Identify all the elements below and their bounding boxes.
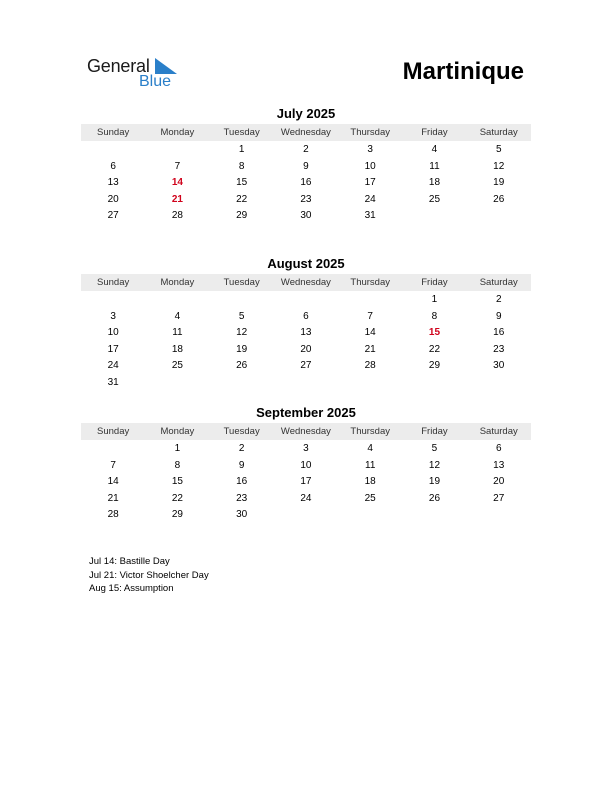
day-cell: 31 xyxy=(364,210,376,221)
day-cell: 7 xyxy=(367,310,373,322)
week-row xyxy=(81,507,531,524)
day-cell: 14 xyxy=(364,327,376,338)
holiday-day-cell: 15 xyxy=(428,327,441,338)
day-cell: 24 xyxy=(107,360,119,371)
day-cell: 7 xyxy=(174,160,181,172)
day-cell: 5 xyxy=(238,310,245,322)
day-cell: 2 xyxy=(495,294,502,305)
day-cell: 29 xyxy=(428,360,441,371)
day-cell: 22 xyxy=(428,343,441,355)
day-cell xyxy=(81,292,145,309)
weekday-label: Sunday xyxy=(97,277,130,288)
day-cell: 20 xyxy=(300,343,312,355)
day-cell: 15 xyxy=(171,476,183,487)
weekday-header xyxy=(81,423,531,440)
day-cell: 13 xyxy=(493,459,505,471)
weekday-label: Wednesday xyxy=(280,426,331,437)
logo-triangle-icon xyxy=(155,58,177,74)
day-cell xyxy=(274,375,338,392)
day-cell: 31 xyxy=(107,376,119,388)
day-cell: 5 xyxy=(495,144,502,155)
day-cell xyxy=(467,375,531,392)
day-cell xyxy=(402,208,466,225)
day-cell xyxy=(467,507,531,524)
day-cell xyxy=(145,142,209,159)
day-cell: 10 xyxy=(300,459,312,471)
day-cell: 29 xyxy=(236,210,248,221)
day-cell: 7 xyxy=(110,459,116,471)
week-row xyxy=(81,325,531,342)
day-cell xyxy=(210,292,274,309)
week-row xyxy=(81,142,531,159)
day-cell xyxy=(81,142,145,159)
day-cell: 16 xyxy=(236,476,248,487)
day-cell: 27 xyxy=(107,210,119,221)
day-cell: 30 xyxy=(493,360,505,371)
week-row xyxy=(81,441,531,458)
day-cell: 19 xyxy=(236,343,248,355)
day-cell xyxy=(274,292,338,309)
week-row xyxy=(81,491,531,508)
day-cell: 18 xyxy=(428,177,441,188)
day-cell xyxy=(338,507,402,524)
day-cell xyxy=(274,507,338,524)
day-cell: 29 xyxy=(171,509,183,520)
day-cell: 23 xyxy=(236,492,248,504)
day-cell: 25 xyxy=(171,360,183,371)
day-cell xyxy=(338,292,402,309)
day-cell: 24 xyxy=(300,492,312,504)
month-block xyxy=(81,405,531,524)
logo xyxy=(87,56,187,92)
weekday-label: Sunday xyxy=(97,426,130,437)
day-cell: 30 xyxy=(300,210,312,221)
day-cell: 4 xyxy=(174,310,181,322)
day-cell: 21 xyxy=(107,492,119,504)
day-cell: 8 xyxy=(174,459,181,471)
day-cell xyxy=(81,441,145,458)
weekday-label: Tuesday xyxy=(223,277,260,288)
weekday-label: Wednesday xyxy=(280,127,331,138)
day-cell: 9 xyxy=(495,310,502,322)
day-cell xyxy=(145,375,209,392)
day-cell: 30 xyxy=(236,509,248,520)
day-cell: 8 xyxy=(238,160,245,172)
month-title: July 2025 xyxy=(276,106,336,121)
day-cell: 28 xyxy=(171,210,183,221)
day-cell: 3 xyxy=(110,310,116,322)
day-cell: 8 xyxy=(431,310,438,322)
day-cell: 9 xyxy=(303,160,309,172)
day-cell: 15 xyxy=(236,177,248,188)
week-row xyxy=(81,458,531,475)
weekday-label: Thursday xyxy=(350,127,390,138)
day-cell: 6 xyxy=(110,160,116,172)
day-cell: 1 xyxy=(431,294,438,305)
holiday-day-cell: 21 xyxy=(171,193,183,205)
week-row xyxy=(81,208,531,225)
week-row xyxy=(81,342,531,359)
day-cell: 18 xyxy=(171,343,183,355)
day-cell: 17 xyxy=(300,476,312,487)
day-cell: 11 xyxy=(172,327,183,338)
day-cell: 20 xyxy=(493,476,505,487)
day-cell: 25 xyxy=(428,193,441,205)
day-cell: 24 xyxy=(364,193,376,205)
day-cell: 3 xyxy=(367,144,373,155)
day-cell: 14 xyxy=(107,476,119,487)
day-cell: 22 xyxy=(236,193,248,205)
day-cell: 25 xyxy=(364,492,376,504)
weekday-label: Saturday xyxy=(479,127,518,138)
weekday-label: Thursday xyxy=(350,277,390,288)
day-cell: 27 xyxy=(493,492,505,504)
day-cell: 26 xyxy=(236,360,248,371)
weekday-label: Monday xyxy=(160,277,195,288)
day-cell: 21 xyxy=(364,343,376,355)
day-cell: 12 xyxy=(428,459,441,471)
holiday-note: Jul 21: Victor Shoelcher Day xyxy=(89,569,209,581)
weekday-label: Friday xyxy=(421,426,448,437)
holiday-day-cell: 14 xyxy=(171,177,183,188)
week-row xyxy=(81,375,531,392)
day-cell: 23 xyxy=(300,193,312,205)
weekday-label: Wednesday xyxy=(280,277,331,288)
day-cell: 16 xyxy=(300,177,312,188)
day-cell xyxy=(402,507,466,524)
day-cell: 12 xyxy=(236,327,248,338)
month-title: September 2025 xyxy=(256,405,356,420)
day-cell: 9 xyxy=(238,459,245,471)
day-cell: 22 xyxy=(171,492,183,504)
weekday-label: Monday xyxy=(160,426,195,437)
day-cell xyxy=(145,292,209,309)
weekday-header xyxy=(81,274,531,291)
week-row xyxy=(81,292,531,309)
day-cell: 6 xyxy=(303,310,309,322)
logo-general-text: General xyxy=(87,56,150,76)
month-title: August 2025 xyxy=(267,256,345,271)
day-cell: 2 xyxy=(238,443,245,454)
day-cell: 2 xyxy=(303,144,309,155)
day-cell: 11 xyxy=(365,459,376,471)
day-cell: 10 xyxy=(107,327,119,338)
day-cell: 27 xyxy=(300,360,312,371)
week-row xyxy=(81,358,531,375)
day-cell: 4 xyxy=(367,443,373,454)
weekday-label: Tuesday xyxy=(223,426,260,437)
weekday-label: Tuesday xyxy=(223,127,260,138)
day-cell: 13 xyxy=(300,327,312,338)
country-title: Martinique xyxy=(402,58,524,85)
day-cell: 26 xyxy=(428,492,441,504)
day-cell: 13 xyxy=(107,177,119,188)
week-row xyxy=(81,159,531,176)
week-row xyxy=(81,309,531,326)
day-cell xyxy=(210,375,274,392)
day-cell: 19 xyxy=(428,476,441,487)
week-row xyxy=(81,474,531,491)
week-row xyxy=(81,175,531,192)
holiday-note: Jul 14: Bastille Day xyxy=(89,556,170,567)
logo-blue-text: Blue xyxy=(139,73,172,90)
weekday-label: Monday xyxy=(160,127,195,138)
holiday-note: Aug 15: Assumption xyxy=(89,583,174,594)
weekday-label: Friday xyxy=(421,277,448,288)
day-cell: 19 xyxy=(493,177,505,188)
day-cell: 28 xyxy=(107,509,119,520)
day-cell xyxy=(338,375,402,392)
day-cell: 17 xyxy=(364,177,376,188)
day-cell: 26 xyxy=(493,193,505,205)
day-cell: 11 xyxy=(429,160,440,172)
weekday-header xyxy=(81,124,531,141)
day-cell: 10 xyxy=(364,160,376,172)
day-cell: 3 xyxy=(303,443,309,454)
day-cell: 1 xyxy=(238,144,245,155)
weekday-label: Saturday xyxy=(479,426,518,437)
month-block xyxy=(81,106,531,225)
day-cell: 20 xyxy=(107,193,119,205)
day-cell: 28 xyxy=(364,360,376,371)
day-cell: 5 xyxy=(431,443,438,454)
weekday-label: Saturday xyxy=(479,277,518,288)
weekday-label: Sunday xyxy=(97,127,130,138)
day-cell: 23 xyxy=(493,343,505,355)
weekday-label: Friday xyxy=(421,127,448,138)
day-cell xyxy=(467,208,531,225)
day-cell: 17 xyxy=(107,343,119,355)
day-cell: 16 xyxy=(493,327,505,338)
day-cell: 12 xyxy=(493,160,505,172)
day-cell: 1 xyxy=(174,443,181,454)
weekday-label: Thursday xyxy=(350,426,390,437)
holiday-notes xyxy=(89,555,209,596)
week-row xyxy=(81,192,531,209)
month-block xyxy=(81,256,531,391)
day-cell: 4 xyxy=(431,144,438,155)
day-cell xyxy=(402,375,466,392)
day-cell: 6 xyxy=(495,443,502,454)
day-cell: 18 xyxy=(364,476,376,487)
